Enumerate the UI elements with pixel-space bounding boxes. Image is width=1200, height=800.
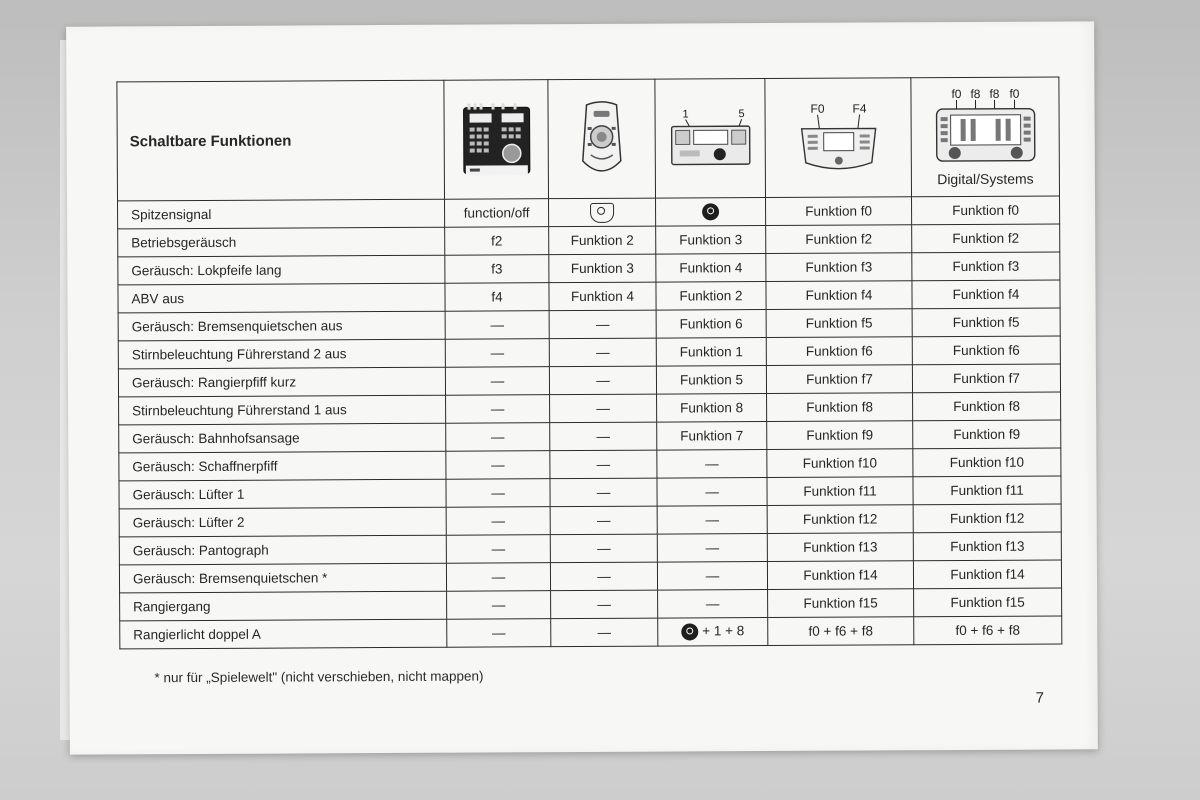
row-cell-col4: Funktion f0 [766,197,912,226]
function-table [116,76,1062,649]
row-label: Geräusch: Lüfter 1 [119,479,446,509]
control-80-icon [667,108,753,168]
row-cell-col1: f4 [445,283,549,312]
row-cell-col2: — [549,338,656,367]
row-cell-col4: Funktion f10 [767,449,913,478]
row-label: Spitzensignal [118,199,445,229]
row-cell-col4: Funktion f3 [766,253,912,282]
mobile-station-icon [576,99,626,179]
row-cell-col5: Funktion f14 [913,560,1061,589]
row-cell-col4: Funktion f8 [767,393,913,422]
row-cell-col5: Funktion f5 [912,308,1060,337]
row-cell-col5: Funktion f15 [914,588,1062,617]
device-column-4 [765,78,912,198]
row-cell-col1: f3 [445,255,549,284]
row-label: Geräusch: Bahnhofsansage [119,423,446,453]
row-cell-col1: — [446,479,550,508]
row-label: Geräusch: Schaffnerpfiff [119,451,446,481]
row-cell-col3 [658,618,768,647]
device5-caption: Digital/Systems [937,170,1034,188]
row-cell-col5: Funktion f6 [912,336,1060,365]
row-cell-col3: — [657,562,767,591]
row-cell-col3: Funktion 6 [656,310,766,339]
row-cell-col1: — [446,395,550,424]
table-row [120,616,1062,649]
row-cell-col2: — [550,562,657,591]
row-label: Rangiergang [120,591,447,621]
row-cell-col1: f2 [445,227,549,256]
row-cell-col2: — [549,366,656,395]
device4-label-f0: F0 [809,101,825,116]
row-cell-col4: Funktion f12 [767,505,913,534]
row-label: Stirnbeleuchtung Führerstand 1 aus [119,395,446,425]
device5-label-4: f0 [1008,86,1020,101]
row-cell-col4: Funktion f2 [766,225,912,254]
device-column-1 [444,80,549,200]
table-header-row [117,77,1060,201]
row-cell-col4: Funktion f13 [767,533,913,562]
light-shield-icon [590,202,614,222]
row-cell-col3: — [657,450,767,479]
row-cell-col3: Funktion 2 [656,282,766,311]
row-cell-col2: — [550,534,657,563]
device5-label-1: f0 [950,87,962,102]
row-cell-col2: — [550,450,657,479]
row-cell-col1: — [446,535,550,564]
central-station-icon [930,87,1040,168]
row-cell-col1: function/off [445,199,549,228]
row-cell-col1: — [447,591,551,620]
row-cell-col2: Funktion 4 [549,282,656,311]
row-cell-col2: — [550,506,657,535]
row-label: Geräusch: Rangierpfiff kurz [118,367,445,397]
row-cell-col4: Funktion f5 [766,309,912,338]
row-label: Betriebsgeräusch [118,227,445,257]
row-cell-col4: Funktion f7 [766,365,912,394]
row-cell-col3: Funktion 1 [656,338,766,367]
row-cell-col4: f0 + f6 + f8 [768,617,914,646]
row-cell-col5: Funktion f4 [912,280,1060,309]
row-cell-col4: Funktion f15 [768,589,914,618]
row-cell-col3: — [658,590,768,619]
row-label: ABV aus [118,283,445,313]
page-number: 7 [1035,689,1045,707]
row-cell-col5: Funktion f10 [913,448,1061,477]
device-column-5 [911,77,1060,197]
row-cell-col5: f0 + f6 + f8 [914,616,1062,645]
control-unit-icon [461,101,531,177]
light-circle-icon [702,203,719,220]
row-cell-col4: Funktion f11 [767,477,913,506]
row-cell-col1: — [447,619,551,648]
row-cell-col5: Funktion f11 [913,476,1061,505]
row-cell-col2: — [551,590,658,619]
row-cell-col1: — [446,451,550,480]
device3-label-1: 1 [681,108,689,121]
row-cell-col2: — [550,422,657,451]
row-cell-col3: — [657,478,767,507]
row-cell-col4: Funktion f6 [766,337,912,366]
row-cell-col5: Funktion f9 [913,420,1061,449]
manual-page [66,21,1098,754]
row-cell-col3: Funktion 3 [656,226,766,255]
row-cell-col1: — [446,507,550,536]
row-label: Rangierlicht doppel A [120,619,447,649]
row-cell-col3: — [657,534,767,563]
mobile-station-2-icon [793,100,883,174]
row-cell-col5: Funktion f7 [912,364,1060,393]
row-cell-col5: Funktion f3 [912,252,1060,281]
row-label: Stirnbeleuchtung Führerstand 2 aus [118,339,445,369]
row-cell-col1: — [445,339,549,368]
device-column-2 [548,79,656,199]
device3-label-5: 5 [737,108,745,121]
row-cell-col3: Funktion 4 [656,254,766,283]
row-cell-col1: — [446,563,550,592]
row-cell-col2: — [551,618,658,647]
row-cell-col5: Funktion f8 [913,392,1061,421]
row-label: Geräusch: Lokpfeife lang [118,255,445,285]
row-label: Geräusch: Pantograph [119,535,446,565]
row-cell-col1: — [446,423,550,452]
table-title: Schaltbare Funktionen [117,80,445,201]
row-cell-col5: Funktion f0 [912,196,1060,225]
cell-text: + 1 + 8 [702,623,745,639]
light-circle-icon [681,623,698,640]
row-cell-col2: Funktion 3 [549,254,656,283]
device5-label-3: f8 [988,86,1000,101]
device5-label-2: f8 [969,86,981,101]
row-cell-col2: — [549,310,656,339]
row-cell-col5: Funktion f12 [913,504,1061,533]
row-cell-col4: Funktion f9 [767,421,913,450]
row-label: Geräusch: Bremsenquietschen aus [118,311,445,341]
row-cell-col3: Funktion 7 [657,422,767,451]
row-cell-col4: Funktion f4 [766,281,912,310]
row-cell-col2: — [550,478,657,507]
table-body [118,196,1062,649]
row-cell-col1: — [445,367,549,396]
row-cell-col4: Funktion f14 [767,561,913,590]
row-label: Geräusch: Lüfter 2 [119,507,446,537]
row-cell-col3: Funktion 5 [656,366,766,395]
footnote: * nur für „Spielewelt" (nicht verschieben, nicht mappen) [154,668,484,686]
row-cell-col3: Funktion 8 [657,394,767,423]
row-cell-col3 [656,198,766,227]
row-cell-col1: — [445,311,549,340]
row-cell-col2 [549,198,656,227]
row-cell-col2: — [550,394,657,423]
row-cell-col3: — [657,506,767,535]
row-label: Geräusch: Bremsenquietschen * [119,563,446,593]
row-cell-col5: Funktion f13 [913,532,1061,561]
row-cell-col2: Funktion 2 [549,226,656,255]
device4-label-f4: F4 [851,101,867,116]
device-column-3 [655,79,766,199]
row-cell-col5: Funktion f2 [912,224,1060,253]
